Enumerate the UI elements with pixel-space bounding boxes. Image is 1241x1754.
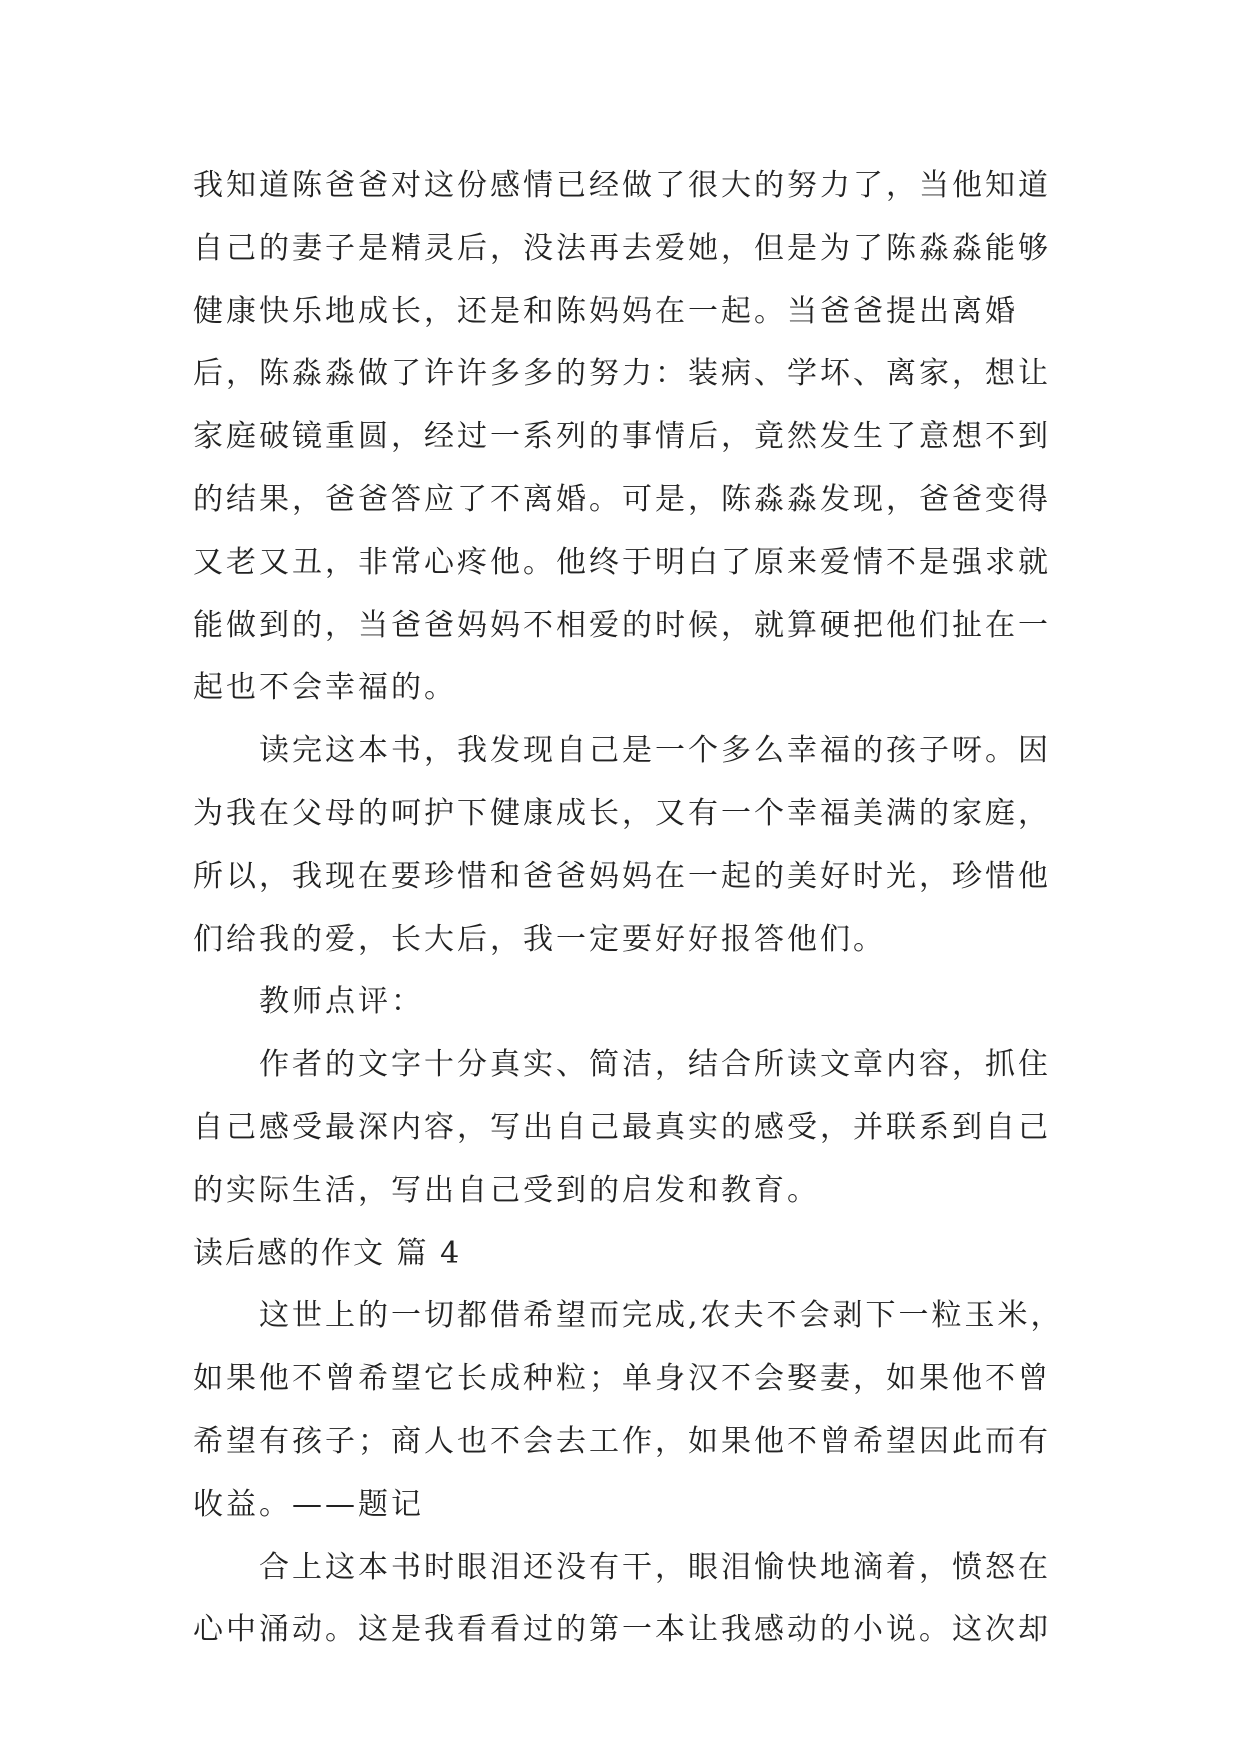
paragraph-last: 合上这本书时眼泪还没有干，眼泪愉快地滴着，愤怒在心中涌动。这是我看看过的第一本让我感动的小说。这次却	[193, 1549, 1051, 1648]
section-heading: 读后感的作文 篇 4	[193, 1235, 462, 1271]
paragraph-epigraph: 这世上的一切都借希望而完成,农夫不会剥下一粒玉米，如果他不曾希望它长成种粒；单身汉不会娶妻，如果他不曾希望有孩子；商人也不会去工作，如果他不曾希望因此而有收益。——题记	[193, 1298, 1064, 1522]
paragraph-1: 我知道陈爸爸对这份感情已经做了很大的努力了，当他知道自己的妻子是精灵后，没法再去爱她，但是为了陈淼淼能够健康快乐地成长，还是和陈妈妈在一起。当爸爸提出离婚后，陈淼淼做了许许多多的努力：装病、学坏、离家，想让家庭破镜重圆，经过一系列的事情后，竟然发生了意想不到的结果，爸爸答应了不离婚。可是，陈淼淼发现，爸爸变得又老又丑，非常心疼他。他终于明白了原来爱情不是强求就能做到的，当爸爸妈妈不相爱的时候，就算硬把他们扯在一起也不会幸福的。	[193, 168, 1051, 706]
paragraph-2: 读完这本书，我发现自己是一个多么幸福的孩子呀。因为我在父母的呵护下健康成长，又有一个幸福美满的家庭，所以，我现在要珍惜和爸爸妈妈在一起的美好时光，珍惜他们给我的爱，长大后，我一定要好好报答他们。	[193, 733, 1051, 957]
document-body	[193, 155, 1073, 1662]
teacher-comment-label: 教师点评：	[259, 984, 424, 1020]
teacher-comment-text: 作者的文字十分真实、简洁，结合所读文章内容，抓住自己感受最深内容，写出自己最真实的感受，并联系到自己的实际生活，写出自己受到的启发和教育。	[193, 1047, 1051, 1208]
